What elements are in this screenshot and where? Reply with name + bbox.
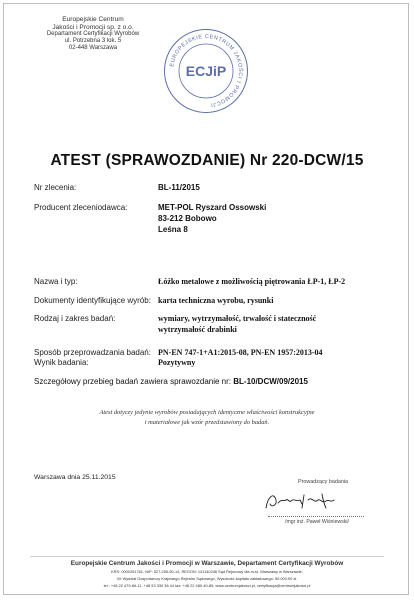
producer-postcode-city: 83-212 Bobowo bbox=[158, 214, 217, 223]
producer-name: MET-POL Ryszard Ossowski bbox=[158, 203, 267, 212]
test-method-value: PN-EN 747-1+A1:2015-08, PN-EN 1957:2013-04 bbox=[158, 348, 323, 357]
footer-registry-capital: XII Wydział Gospodarczy Krajowego Rejestru Sądowego, Wysokość kapitału zakładowego: 50.000,00 zł. bbox=[116, 576, 298, 581]
seal-ring-text: EUROPEJSKIE CENTRUM JAKOŚCI I PROMOCJI bbox=[169, 33, 244, 108]
detailed-report-label: Szczegółowy przebieg badań zawiera sprawozdanie nr: bbox=[34, 377, 231, 386]
test-method-label: Sposób przeprowadzania badań: bbox=[34, 348, 151, 357]
footer-rule bbox=[30, 556, 384, 557]
issuer-line-3: Departament Certyfikacji Wyrobów bbox=[46, 31, 140, 38]
signature-line bbox=[268, 516, 364, 517]
detailed-report-line bbox=[34, 377, 308, 387]
test-scope-label: Rodzaj i zakres badań: bbox=[34, 314, 116, 323]
document-title: ATEST (SPRAWOZDANIE) Nr 220-DCW/15 bbox=[50, 152, 364, 169]
order-number-value: BL-11/2015 bbox=[158, 183, 200, 192]
signature-heading: Prowadzący badania bbox=[297, 479, 349, 485]
producer-street: Leśna 8 bbox=[158, 225, 188, 234]
detailed-report-number: BL-10/DCW/09/2015 bbox=[233, 377, 308, 386]
signatory-name: /mgr inż. Paweł Wiśniewski/ bbox=[285, 519, 349, 525]
order-number-label: Nr zlecenia: bbox=[34, 183, 77, 192]
place-and-date: Warszawa dnia 25.11.2015 bbox=[34, 474, 116, 481]
footer-registration: KRS: 0000251761, NIP: 527-255-50-14, REGON: 141140246 Sąd Rejonowy dla m.st. Warszawy w Warszawie, bbox=[111, 569, 303, 574]
documents-label: Dokumenty identyfikujące wyrób: bbox=[34, 296, 151, 305]
producer-label: Producent zleceniodawca: bbox=[34, 203, 128, 212]
issuer-line-1: Europejskie Centrum bbox=[62, 16, 124, 23]
footer-organization: Europejskie Centrum Jakości i Promocji w Warszawie, Departament Certyfikacji Wyrobów bbox=[70, 560, 344, 567]
test-result-label: Wynik badania: bbox=[34, 358, 89, 367]
test-scope-line-1: wymiary, wytrzymałość, trwałość i stateczność bbox=[158, 314, 317, 323]
handwritten-signature bbox=[256, 486, 356, 516]
product-name-value: Łóżko metalowe z możliwością piętrowania ŁP-1, ŁP-2 bbox=[158, 277, 346, 286]
documents-value: karta techniczna wyrobu, rysunki bbox=[158, 296, 274, 305]
issuer-line-2: Jakości i Promocji sp. z o.o. bbox=[52, 23, 134, 31]
test-scope-line-2: wytrzymałość drabinki bbox=[158, 325, 237, 334]
validity-note-line-1: Atest dotyczy jedynie wyrobów posiadających identyczne właściwości konstrukcyjne bbox=[99, 409, 315, 416]
validity-note-line-2: i materiałowe jak wzór przedstawiony do badań. bbox=[144, 419, 270, 426]
footer-contact: tel.: +48 22 479-66-11, +48 53 330 36 44 fax: +48 22 480-40-89, www.centrumjakosci.pl, certyfikacja@centrumjakosci.pl bbox=[103, 583, 311, 588]
test-result-value: Pozytywny bbox=[158, 358, 196, 367]
seal-logo-text: ECJiP bbox=[185, 63, 227, 79]
issuer-line-4: ul. Potrzebna 3 lok. 5 bbox=[64, 38, 122, 45]
issuer-block bbox=[18, 16, 168, 52]
issuer-line-5: 02-448 Warszawa bbox=[68, 45, 118, 52]
product-name-label: Nazwa i typ: bbox=[34, 277, 78, 286]
ecjip-seal-logo bbox=[163, 28, 249, 114]
